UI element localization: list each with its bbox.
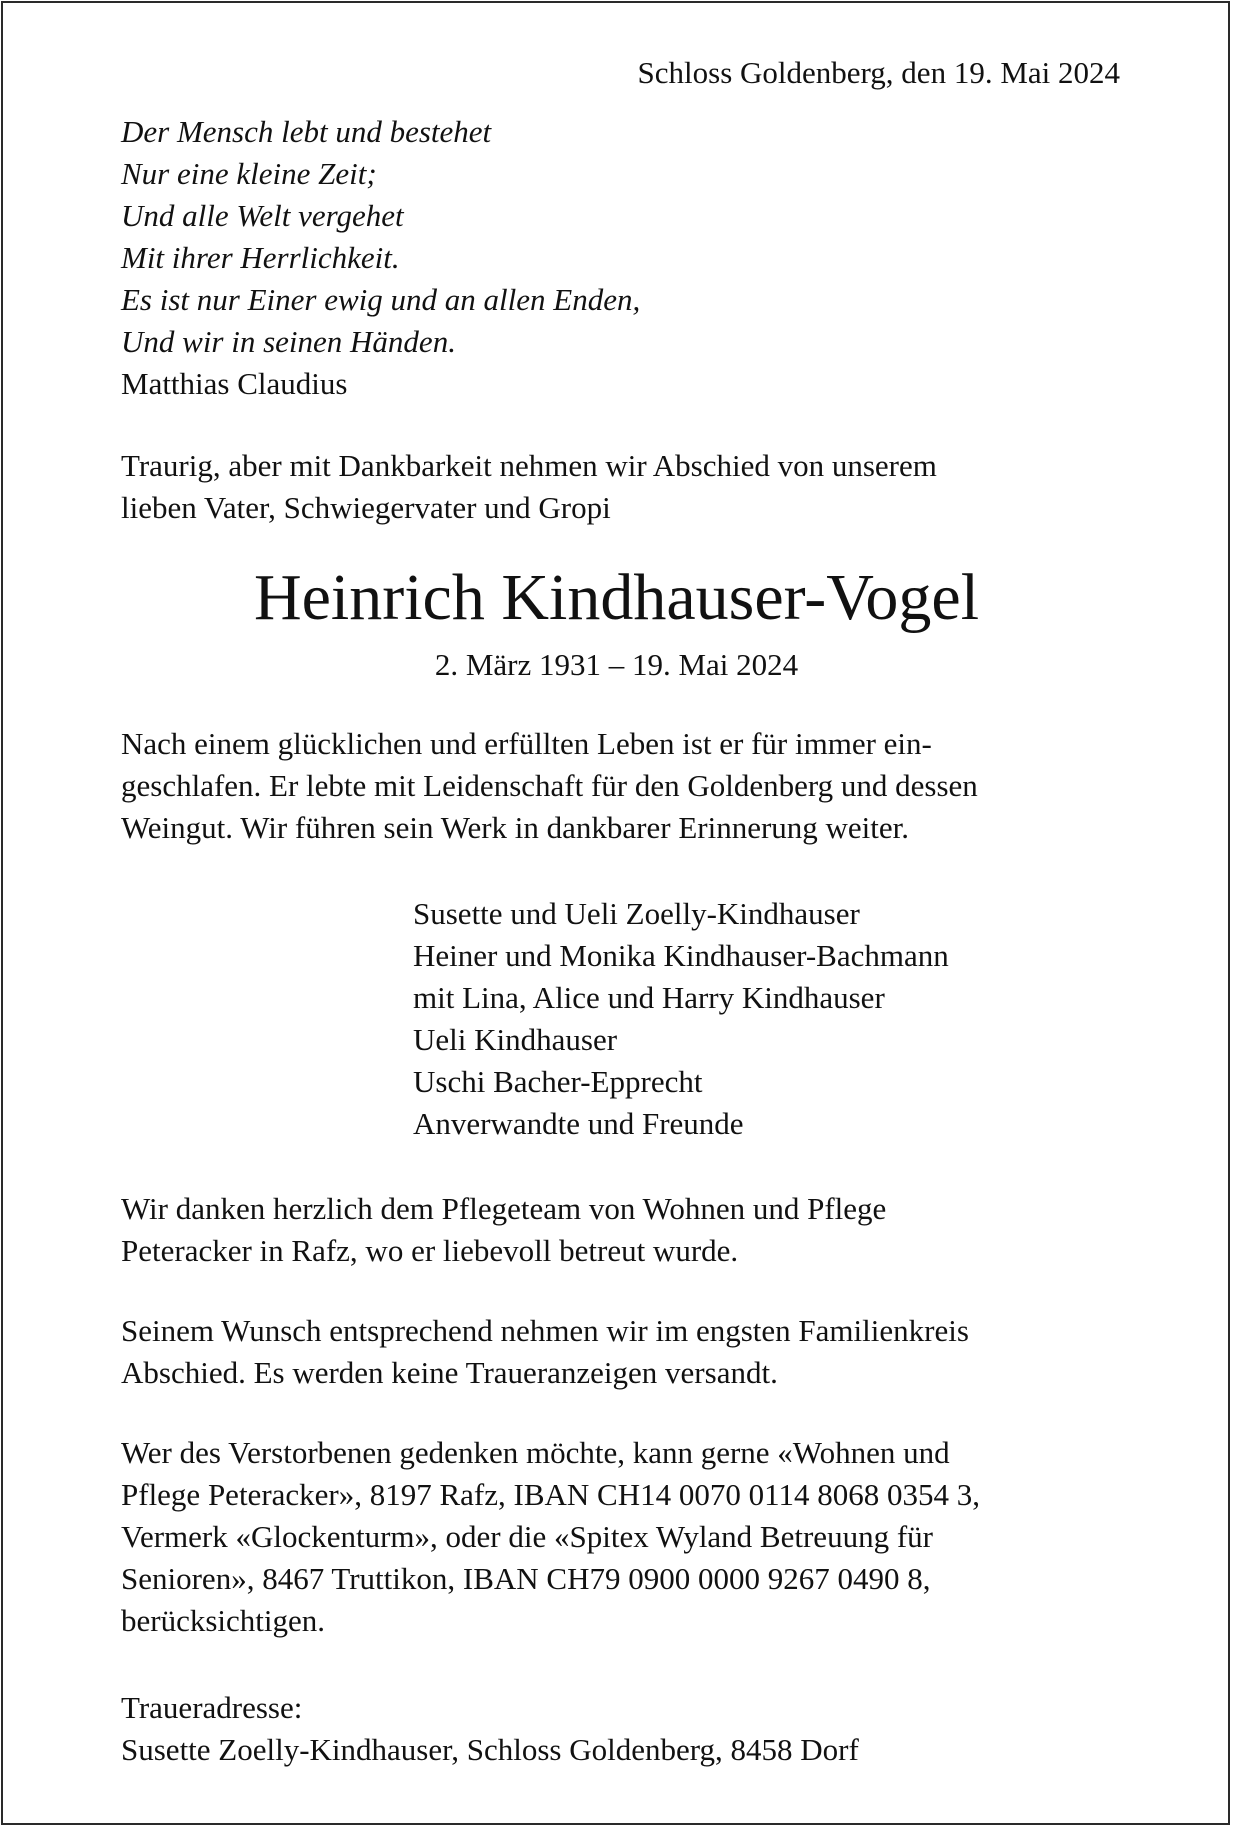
mourner-line: mit Lina, Alice und Harry Kindhauser xyxy=(413,980,885,1015)
life-line: geschlafen. Er lebte mit Leidenschaft für den Goldenberg und dessen xyxy=(121,768,978,803)
wish-line: Abschied. Es werden keine Traueranzeigen versandt. xyxy=(121,1355,778,1390)
thanks-line: Wir danken herzlich dem Pflegeteam von Wohnen und Pflege xyxy=(121,1191,887,1226)
mourner-line: Anverwandte und Freunde xyxy=(413,1106,744,1141)
address-label: Traueradresse: xyxy=(121,1690,303,1725)
deceased-name: Heinrich Kindhauser-Vogel xyxy=(253,561,980,634)
mourner-line: Heiner und Monika Kindhauser-Bachmann xyxy=(413,938,949,973)
donations-line: Wer des Verstorbenen gedenken möchte, kann gerne «Wohnen und xyxy=(121,1435,950,1470)
donations-line: berücksichtigen. xyxy=(121,1603,326,1638)
wish-line: Seinem Wunsch entsprechend nehmen wir im engsten Familienkreis xyxy=(121,1313,969,1348)
life-line: Nach einem glücklichen und erfüllten Leben ist er für immer ein- xyxy=(121,726,932,761)
address-value: Susette Zoelly-Kindhauser, Schloss Goldenberg, 8458 Dorf xyxy=(121,1732,859,1767)
poem-author: Matthias Claudius xyxy=(121,366,348,401)
mourner-line: Uschi Bacher-Epprecht xyxy=(413,1064,703,1099)
place-date: Schloss Goldenberg, den 19. Mai 2024 xyxy=(637,55,1120,90)
intro-line: lieben Vater, Schwiegervater und Gropi xyxy=(121,490,611,525)
poem-line: Nur eine kleine Zeit; xyxy=(121,156,377,191)
life-dates: 2. März 1931 – 19. Mai 2024 xyxy=(434,647,799,682)
poem-line: Und wir in seinen Händen. xyxy=(121,324,456,359)
life-line: Weingut. Wir führen sein Werk in dankbarer Erinnerung weiter. xyxy=(121,810,910,845)
thanks-line: Peteracker in Rafz, wo er liebevoll betreut wurde. xyxy=(121,1233,739,1268)
mourner-line: Ueli Kindhauser xyxy=(413,1022,618,1057)
intro-line: Traurig, aber mit Dankbarkeit nehmen wir Abschied von unserem xyxy=(121,448,937,483)
poem-line: Mit ihrer Herrlichkeit. xyxy=(121,240,400,275)
poem-line: Und alle Welt vergehet xyxy=(121,198,404,233)
poem-line: Es ist nur Einer ewig und an allen Enden, xyxy=(121,282,641,317)
mourner-line: Susette und Ueli Zoelly-Kindhauser xyxy=(413,896,860,931)
poem-line: Der Mensch lebt und bestehet xyxy=(121,114,492,149)
donations-line: Pflege Peteracker», 8197 Rafz, IBAN CH14 0070 0114 8068 0354 3, xyxy=(121,1477,980,1512)
donations-line: Vermerk «Glockenturm», oder die «Spitex Wyland Betreuung für xyxy=(121,1519,933,1554)
donations-line: Senioren», 8467 Truttikon, IBAN CH79 0900 0000 9267 0490 8, xyxy=(121,1561,931,1596)
